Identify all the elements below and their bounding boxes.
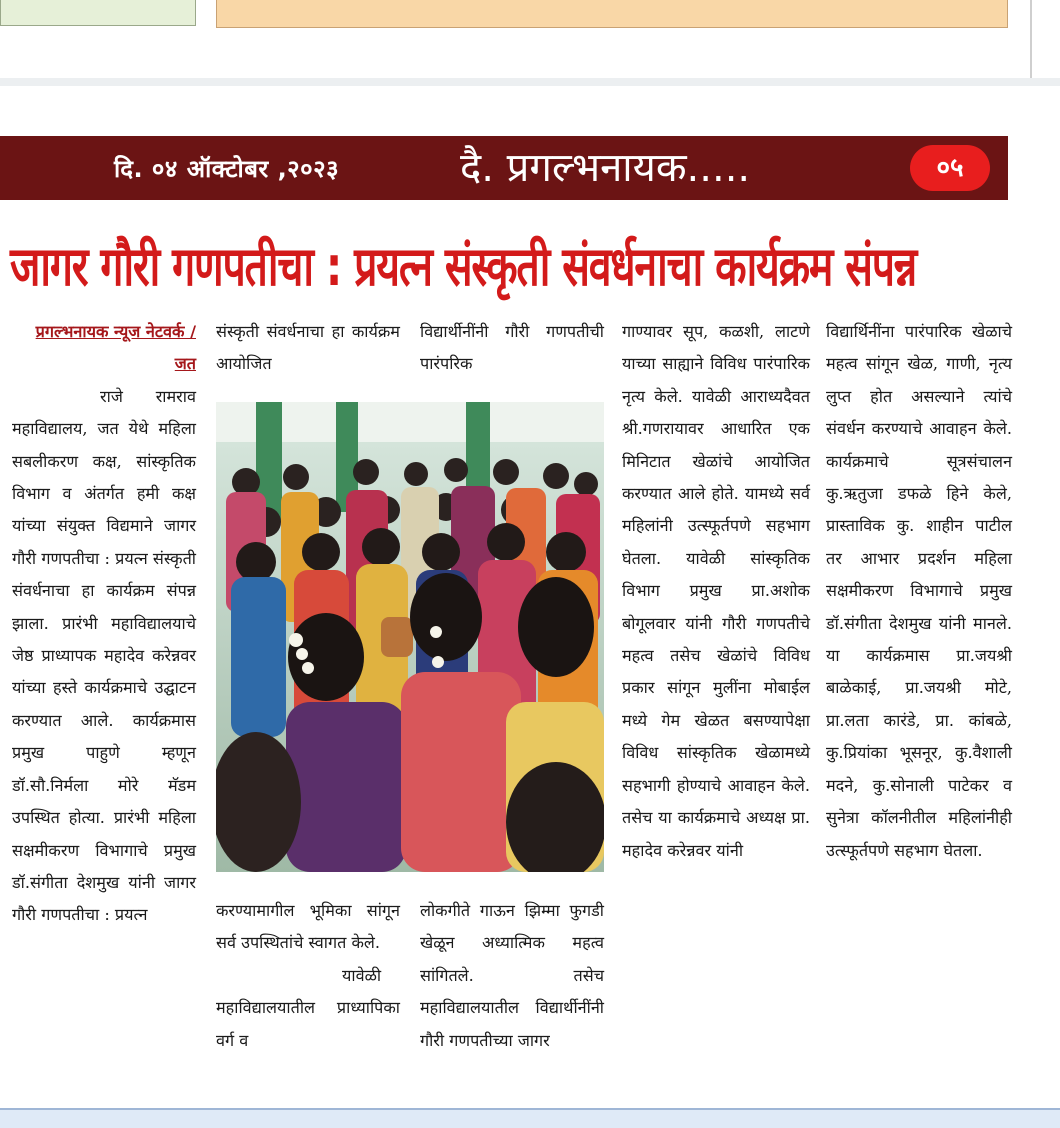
article-byline: प्रगल्भनायक न्यूज नेटवर्क / जत [35,322,196,374]
article-column-1 [12,316,196,932]
article-body-col1: राजे रामराव महाविद्यालय, जत येथे महिला सबलीकरण कक्ष, सांस्कृतिक विभाग व अंतर्गत हमी कक्ष यांच्या संयुक्त विद्यमाने जागर गौरी गणपतीचा : प्रयत्न संस्कृती संवर्धनाचा हा कार्यक्रम संपन्न झाला. प्रारंभी महाविद्यालयाचे जेष्ठ प्राध्यापक महादेव करेन्नवर यांच्या हस्ते कार्यक्रमाचे उद्घाटन करण्यात आले. कार्यक्रमास प्रमुख पाहुणे म्हणून डॉ.सौ.निर्मला मोरे मॅडम उपस्थित होत्या. प्रारंभी महिला सक्षमीकरण विभागाचे प्रमुख डॉ.संगीता देशमुख यांनी जागर गौरी गणपतीचा : प्रयत्न [12,386,196,925]
event-photo [216,402,604,872]
page-edge-divider [1030,0,1032,78]
next-page-fragment [0,1108,1060,1128]
previous-page-box-left [0,0,196,26]
event-photo-image [216,402,604,872]
page-number-badge: ०५ [910,145,990,191]
article-column-3-bottom: लोकगीते गाऊन झिम्मा फुगडी खेळून अध्यात्मिक महत्व सांगितले. तसेच महाविद्यालयातील विद्यार्थीनींनी गौरी गणपतीच्या जागर [420,901,604,1050]
article-column-2-top: संस्कृती संवर्धनाचा हा कार्यक्रम आयोजित [216,322,400,374]
masthead-date: दि. ०४ ऑक्टोबर ,२०२३ [114,155,340,183]
article-column-2-bottom [216,895,400,1057]
article-column-4: गाण्यावर सूप, कळशी, लाटणे याच्या साह्याने विविध पारंपारिक नृत्य केले. यावेळी आराध्यदैवत श्री.गणरायावर आधारित एक मिनिटात खेळांचे आयोजित करण्यात आले होते. यामध्ये सर्व महिलांनी उत्स्फूर्तपणे सहभाग घेतला. यावेळी सांस्कृतिक विभाग प्रमुख प्रा.अशोक बोगूलवार यांनी गौरी गणपतीचे महत्व तसेच खेळांचे विविध प्रकार सांगून मुलींना मोबाईल मध्ये गेम खेळत बसण्यापेक्षा विविध सांस्कृतिक खेळामध्ये सहभागी होण्याचे आवाहन केले. तसेच या कार्यक्रमाचे अध्यक्ष प्रा. महादेव करेन्नवर यांनी [622,322,810,860]
article-body-col2-a: करण्यामागील भूमिका सांगून सर्व उपस्थितांचे स्वागत केले. [216,901,400,953]
masthead-title: दै. प्रगल्भनायक..... [460,145,751,191]
article-body-col2-b: यावेळी महाविद्यालयातील प्राध्यापिका वर्ग व [216,965,400,1050]
article-headline: जागर गौरी गणपतीचा : प्रयत्न संस्कृती संवर्धनाचा कार्यक्रम संपन्न [10,234,917,298]
article-column-5: विद्यार्थिनींना पारंपारिक खेळाचे महत्व सांगून खेळ, गाणी, नृत्य लुप्त होत असल्याने त्यांचे संवर्धन करण्याचे आवाहन केले. कार्यक्रमाचे सूत्रसंचालन कु.ऋतुजा डफळे हिने केले, प्रास्ताविक कु. शाहीन पाटील तर आभार प्रदर्शन महिला सक्षमीकरण विभागाचे प्रमुख डॉ.संगीता देशमुख यांनी मानले. या कार्यक्रमास प्रा.जयश्री बाळेकाई, प्रा.जयश्री मोटे, प्रा.लता कारंडे, प्रा. कांबळे, कु.प्रियांका भूसनूर, कु.वैशाली मदने, कु.सोनाली पाटेकर व सुनेत्रा कॉलनीतील महिलांनीही उत्स्फूर्तपणे सहभाग घेतला. [826,322,1012,860]
article-column-3-top: विद्यार्थीनींनी गौरी गणपतीची पारंपरिक [420,322,604,374]
page-separator [0,78,1060,86]
previous-page-box-right [216,0,1008,28]
